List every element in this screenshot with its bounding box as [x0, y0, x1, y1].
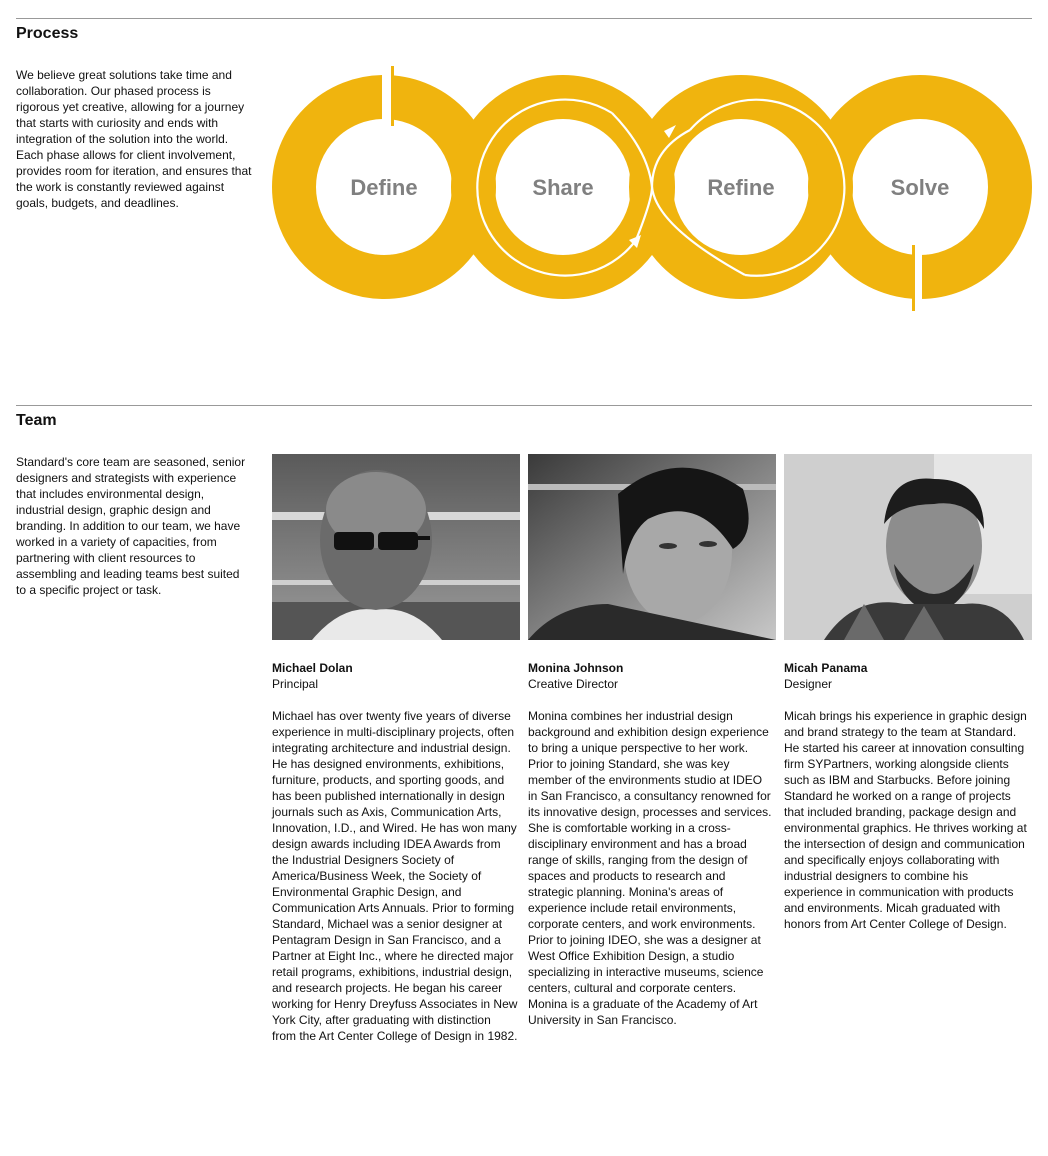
team-divider — [16, 405, 1032, 406]
process-divider — [16, 18, 1032, 19]
photo-micah-panama — [784, 454, 1032, 640]
stage-solve: Solve — [890, 175, 950, 200]
member-name-micah-panama: Micah Panama — [784, 661, 868, 675]
stage-define: Define — [350, 175, 418, 200]
team-intro: Standard's core team are seasoned, senior designers and strategists with experience that includes environmental design, industrial design, graphic design and branding. In addition to our team, we have worked in a variety of capacities, from partnering with client resources to assembling and leading teams best suited to a specific project or task. — [16, 455, 246, 597]
member-role-michael-dolan: Principal — [272, 677, 319, 691]
member-bio-micah-panama: Micah brings his experience in graphic design and brand strategy to the team at Standard. He started his career at innovation consulting firm SYPartners, working alongside clients such as IBM and Starbucks. Before joining Standard he worked on a range of projects that included branding, package design and environmental graphics. He thrives working at the intersection of design and communication and specifically enjoys collaborating with industrial designers to combine his experience in communication with products and environments. Micah graduated with honors from Art Center College of Design. — [784, 709, 1027, 931]
member-bio-michael-dolan: Michael has over twenty five years of diverse experience in multi-disciplinary projects, often integrating architecture and industrial design. He has designed environments, exhibitions, furniture, products, and sporting goods, and has been published internationally in design journals such as Axis, Communication Arts, Innovation, I.D., and Wired. He has won many design awards including IDEA Awards from the Industrial Designers Society of America/Business Week, the Society of Environmental Graphic Design, and Communication Arts Annuals. Prior to forming Standard, Michael was a senior designer at Pentagram Design in San Francisco, and a Partner at Eight Inc., where he directed major retail programs, exhibitions, industrial design, and research projects. He began his career working for Henry Dreyfuss Associates in New York City, after graduating with distinction from the Art Center College of Design in 1982. — [272, 709, 518, 1043]
member-role-monina-johnson: Creative Director — [528, 677, 619, 691]
process-intro: We believe great solutions take time and collaboration. Our phased process is rigorous yet creative, allowing for a journey that starts with curiosity and ends with integration of the solution into the world. Each phase allows for client involvement, provides room for iteration, and ensures that the work is constantly reviewed against goals, budgets, and deadlines. — [16, 68, 252, 210]
member-role-micah-panama: Designer — [784, 677, 833, 691]
member-bio-monina-johnson: Monina combines her industrial design background and exhibition design experience to bring a unique perspective to her work. Prior to joining Standard, she was key member of the environments studio at IDEO in San Francisco, a consultancy renowned for its innovative design, processes and services. She is comfortable working in a cross-disciplinary environment and has a broad range of skills, ranging from the design of spaces and products to research and strategic planning. Monina's areas of experience include retail environments, corporate centers, and work environments. Prior to joining IDEO, she was a designer at West Office Exhibition Design, a studio specializing in interactive museums, science centers, cultural and corporate centers. Monina is a graduate of the Academy of Art University in San Francisco. — [528, 709, 772, 1027]
process-heading: Process — [16, 25, 79, 42]
member-name-michael-dolan: Michael Dolan — [272, 661, 353, 675]
stage-share: Share — [532, 175, 594, 200]
photo-monina-johnson — [528, 454, 776, 640]
stage-refine: Refine — [707, 175, 775, 200]
process-diagram — [272, 64, 1034, 312]
team-heading: Team — [16, 412, 57, 429]
photo-michael-dolan — [272, 454, 520, 640]
member-name-monina-johnson: Monina Johnson — [528, 661, 624, 675]
